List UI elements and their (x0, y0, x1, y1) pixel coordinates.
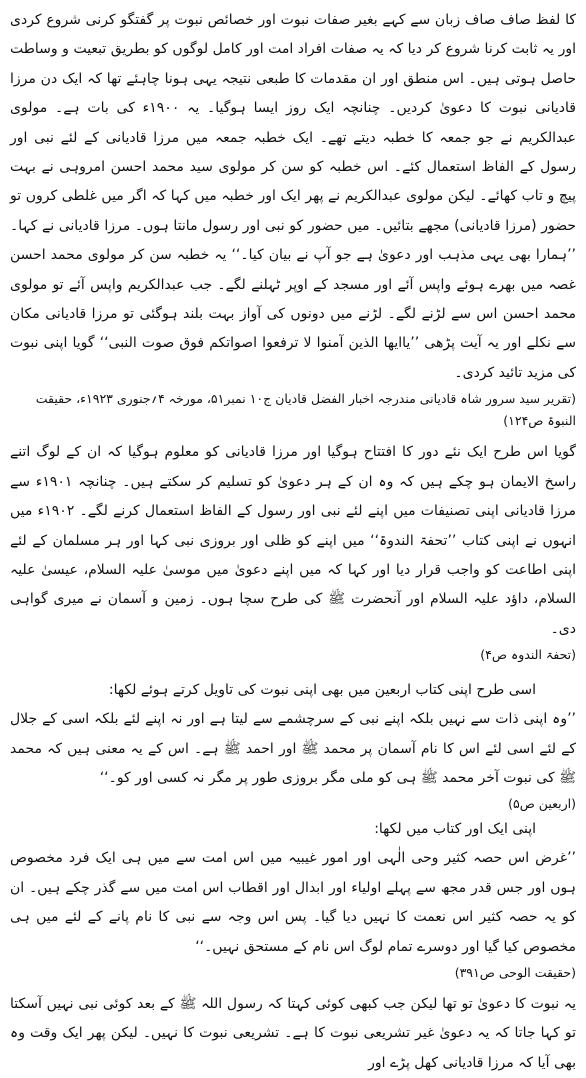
citation-1: (تقریر سید سرور شاہ قادیانی مندرجہ اخبار الفضل قادیان ج۱۰ نمبر۵۱، مورخہ ۴؍جنوری ۱۹۲۳ء، حقیقت النبوۃ ص۱۲۴) (35, 391, 576, 429)
quote-intro-2: اپنی ایک اور کتاب میں لکھا: (374, 821, 536, 838)
paragraph-3: یہ نبوت کا دعویٰ تو تھا لیکن جب کبھی کوئی کہتا کہ رسول اللہ ﷺ کے بعد کوئی نبی نہیں آسکتا تو کہا جاتا کہ یہ دعویٰ غیر تشریعی نبوت کا ہے۔ تشریعی نبوت کا نہیں۔ لیکن پھر ایک وقت وہ بھی آیا کہ مرزا قادیانی کھل پڑے اور (10, 995, 576, 1071)
spacer (10, 666, 576, 676)
paragraph-1: کا لفظ صاف صاف زبان سے کہے بغیر صفات نبوت اور خصائص نبوت پر گفتگو کرنی شروع کردی اور یہ ثابت کرنا شروع کر دیا کہ یہ صفات افراد امت اور کامل لوگوں کو بطریق تبعیت و وساطت حاصل ہوتی ہیں۔ اس منطق اور ان مقدمات کا طبعی نتیجہ یہی ہونا چاہئے تھا کہ ایک دن مرزا قادیانی نبوت کا دعویٰ کردیں۔ چنانچہ ایک روز ایسا ہوگیا۔ یہ ۱۹۰۰ء کی بات ہے۔ مولوی عبدالکریم نے جو جمعہ کا خطبہ دیتے تھے۔ ایک خطبہ جمعہ میں مرزا قادیانی کے لئے نبی اور رسول کے الفاظ استعمال کئے۔ اس خطبہ کو سن کر مولوی سید محمد احسن امروہی نے بہت پیچ و تاب کھائے۔ لیکن مولوی عبدالکریم نے پھر ایک اور خطبہ میں کہا کہ اگر میں غلطی کروں تو حضور (مرزا قادیانی) مجھے بتائیں۔ میں حضور کو نبی اور رسول مانتا ہوں۔ مرزا قادیانی نے کہا۔ ’’ہمارا بھی یہی مذہب اور دعویٰ ہے جو آپ نے بیان کیا۔‘‘ یہ خطبہ سن کر مولوی محمد احسن غصہ میں بھرے ہوئے واپس آئے اور مسجد کے اوپر ٹہلنے لگے۔ جب عبدالکریم واپس آئے تو مولوی محمد احسن اس سے لڑنے لگے۔ لڑنے میں دونوں کی آواز بہت بلند ہوگئی تو مرزا قادیانی مکان سے نکلے اور یہ آیت پڑھی ’’یاایھا الذین آمنوا لا ترفعوا اصواتکم فوق صوت النبی‘‘ گویا اپنی نبوت کی مزید تائید کردی۔ (10, 12, 577, 381)
paragraph-2: گویا اس طرح ایک نئے دور کا افتتاح ہوگیا اور مرزا قادیانی کو معلوم ہوگیا کہ ان کے لوگ اتنے راسخ الایمان ہو چکے ہیں کہ وہ ان کے ہر دعویٰ کو تسلیم کر سکتے ہیں۔ چنانچہ ۱۹۰۱ء سے مرزا قادیانی اپنی تصنیفات میں اپنے لئے نبی اور رسول کے الفاظ استعمال کرنے لگے۔ ۱۹۰۲ء میں انہوں نے اپنی کتاب ’’تحفۃ الندوۃ‘‘ میں اپنے کو ظلی اور بروزی نبی کہا اور ہر مسلمان کے لئے اپنی اطاعت کو واجب قرار دیا اور کہا کہ میں اپنے دعویٰ میں موسیٰ علیہ السلام، عیسیٰ علیہ السلام، داؤد علیہ السلام اور آنحضرت ﷺ کی طرح سچا ہوں۔ زمین و آسمان نے میری گواہی دی۔ (10, 444, 576, 637)
citation-2: (تحفۃ الندوہ ص۴) (480, 647, 576, 663)
citation-4: (حقیقت الوحی ص۳۹۱) (454, 964, 576, 980)
quote-1: ’’وہ اپنی ذات سے نہیں بلکہ اپنے نبی کے سرچشمے سے لیتا ہے اور نہ اپنے لئے بلکہ اسی کے جلال کے لئے اسی لئے اس کا نام آسمان پر محمد ﷺ اور احمد ﷺ ہے۔ اس کے یہ معنی ہیں کہ محمد ﷺ کی نبوت آخر محمد ﷺ ہی کو ملی مگر بروزی طور پر مگر نہ کسی اور کو۔‘‘ (10, 711, 576, 786)
citation-3: (اربعین ص۵) (508, 796, 576, 812)
quote-intro-1: اسی طرح اپنی کتاب اربعین میں بھی اپنی نبوت کی تاویل کرتے ہوئے لکھا: (108, 682, 536, 699)
quote-2: ’’غرض اس حصہ کثیر وحی الٰہی اور امور غیبیہ میں اس امت سے میں ہی ایک فرد مخصوص ہوں اور جس قدر مجھ سے پہلے اولیاء اور ابدال اور اقطاب اس امت میں سے گذر چکے ہیں۔ ان کو یہ حصہ کثیر اس نعمت کا نہیں دیا گیا۔ پس اس وجہ سے نبی کا نام پانے کے لئے میں ہی مخصوص کیا گیا اور دوسرے تمام لوگ اس نام کے مستحق نہیں۔‘‘ (10, 850, 576, 955)
book-page (10, 6, 577, 1071)
